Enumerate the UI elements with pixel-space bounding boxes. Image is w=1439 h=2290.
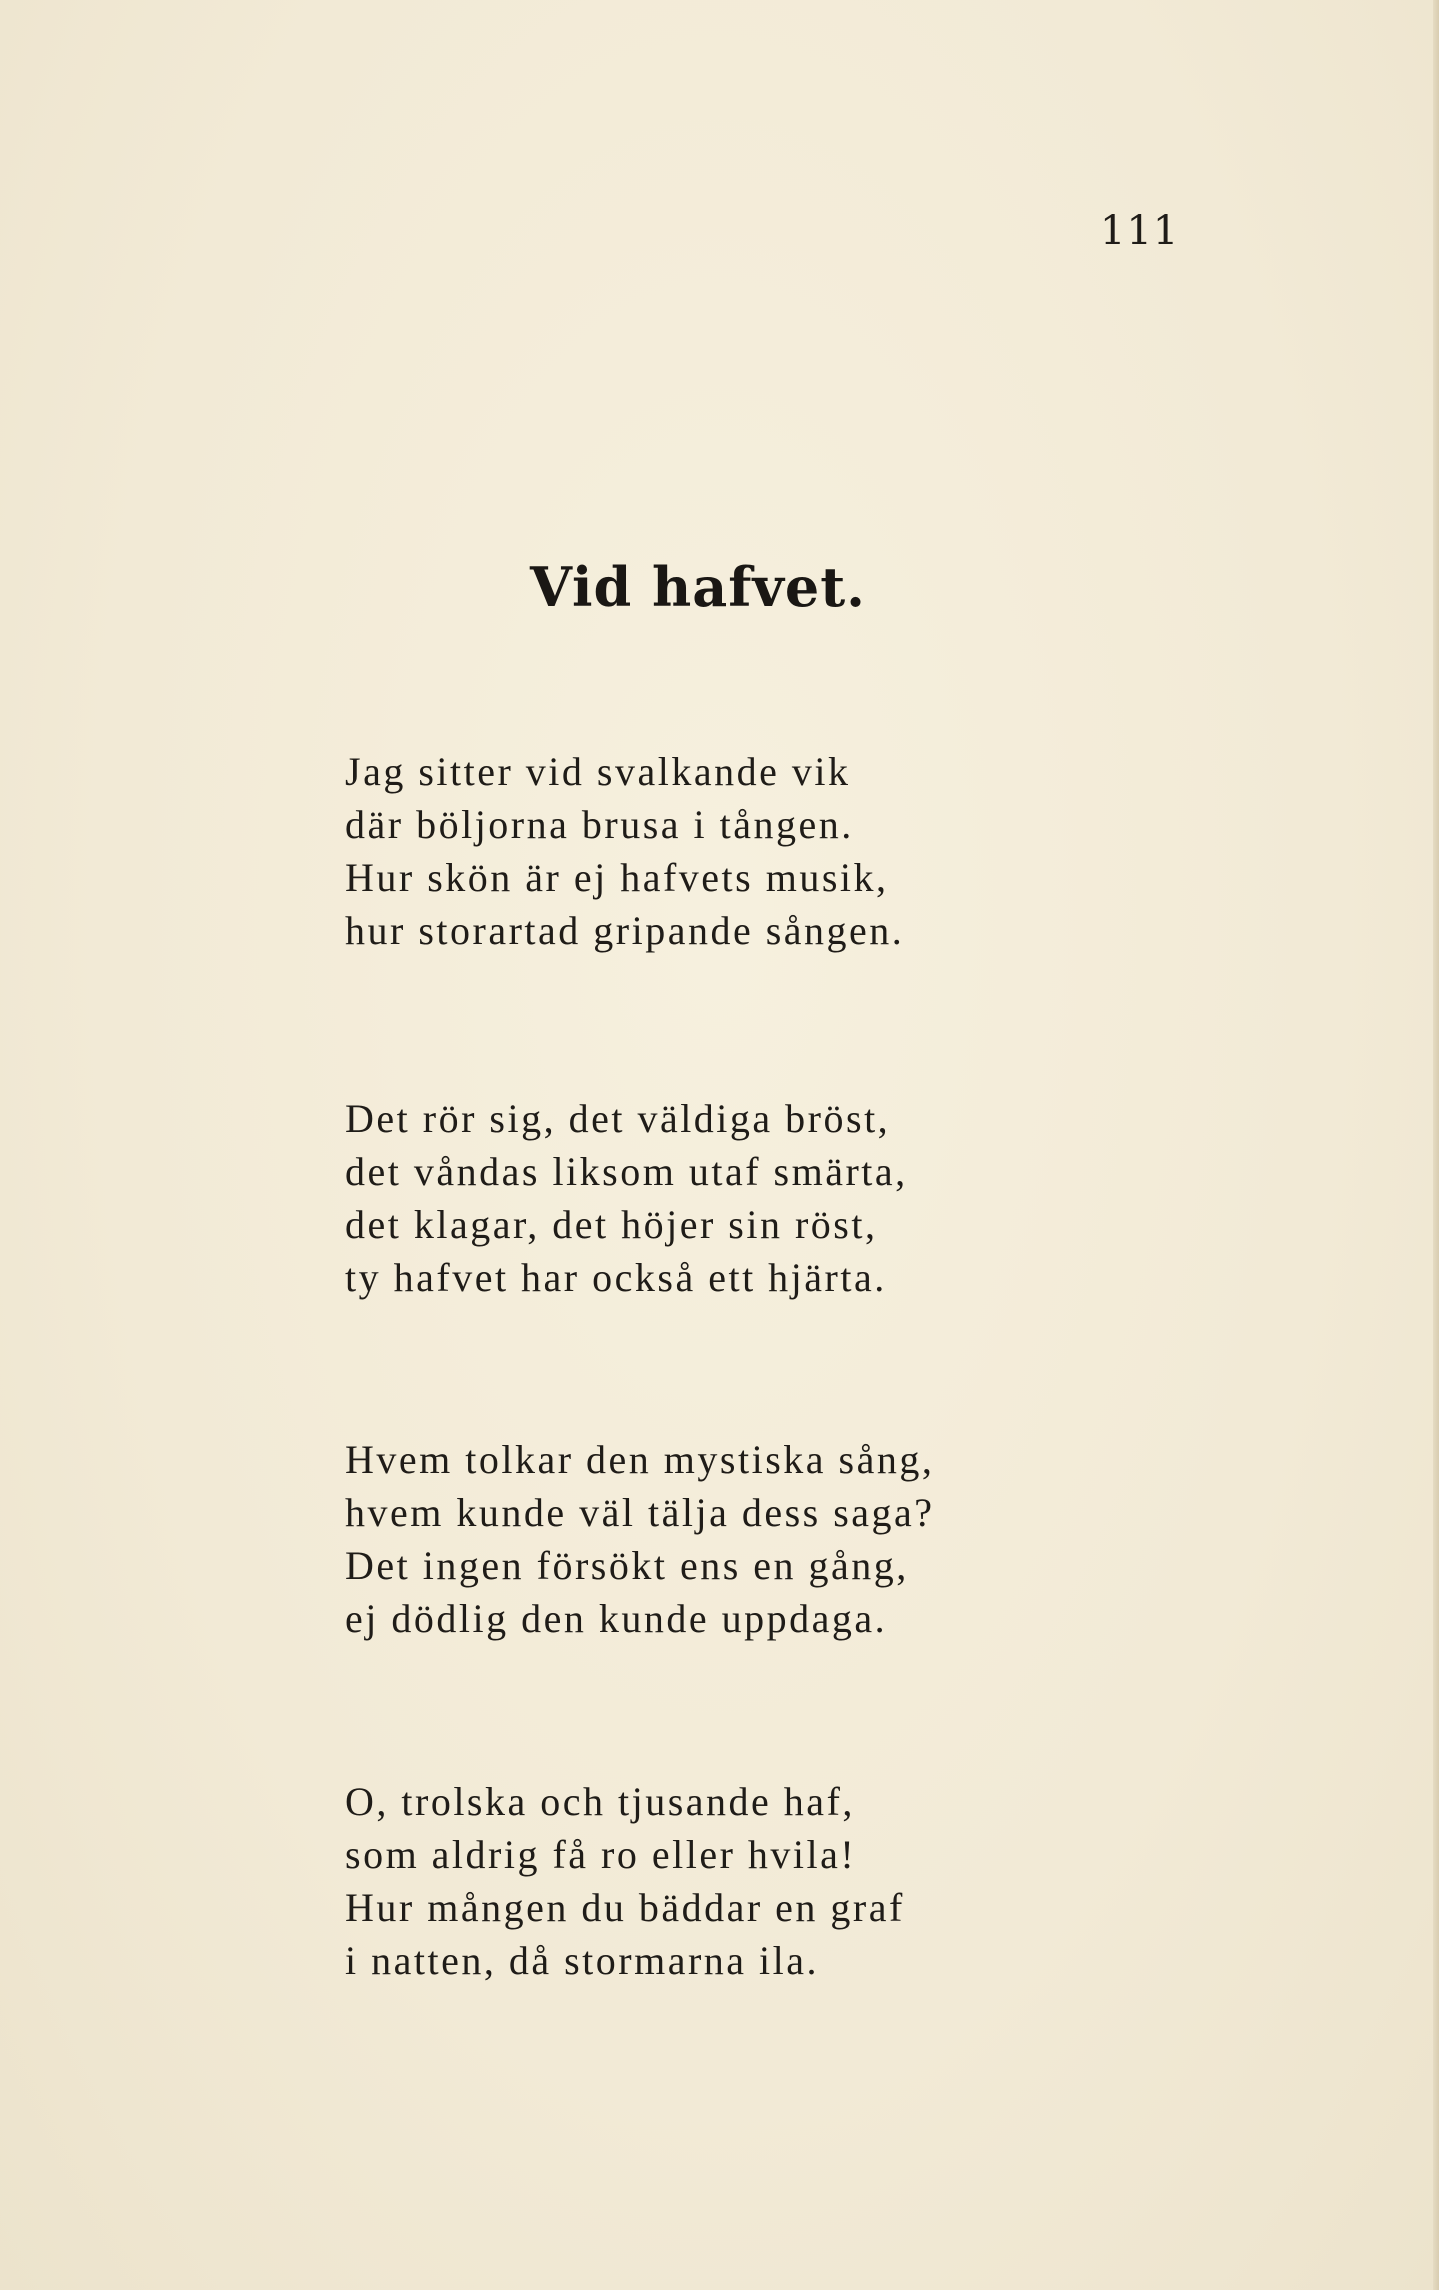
stanza-3 xyxy=(345,1433,935,1645)
poem-line: ej dödlig den kunde uppdaga. xyxy=(345,1596,888,1641)
poem-line: O, trolska och tjusande haf, xyxy=(345,1779,855,1824)
stanza-1 xyxy=(345,745,904,957)
page-number: 111 xyxy=(1100,208,1180,254)
poem-line: hur storartad gripande sången. xyxy=(345,908,905,953)
poem-line: som aldrig få ro eller hvila! xyxy=(345,1832,857,1877)
poem-line: Hur mången du bäddar en graf xyxy=(345,1885,905,1930)
poem-line: Det rör sig, det väldiga bröst, xyxy=(345,1096,891,1141)
poem-line: Det ingen försökt ens en gång, xyxy=(345,1543,909,1588)
poem-line: Hvem tolkar den mystiska sång, xyxy=(345,1437,935,1482)
poem-line: Jag sitter vid svalkande vik xyxy=(345,749,851,794)
poem-line: det klagar, det höjer sin röst, xyxy=(345,1202,878,1247)
poem-line: där böljorna brusa i tången. xyxy=(345,802,854,847)
poem-line: Hur skön är ej hafvets musik, xyxy=(345,855,889,900)
poem-line: ty hafvet har också ett hjärta. xyxy=(345,1255,887,1300)
poem-line: i natten, då stormarna ila. xyxy=(345,1938,820,1983)
stanza-4 xyxy=(345,1775,905,1987)
poem-line: hvem kunde väl tälja dess saga? xyxy=(345,1490,935,1535)
poem-title: Vid hafvet. xyxy=(530,555,866,619)
poem-line: det våndas liksom utaf smärta, xyxy=(345,1149,908,1194)
page-edge xyxy=(1433,0,1439,2290)
stanza-2 xyxy=(345,1092,908,1304)
